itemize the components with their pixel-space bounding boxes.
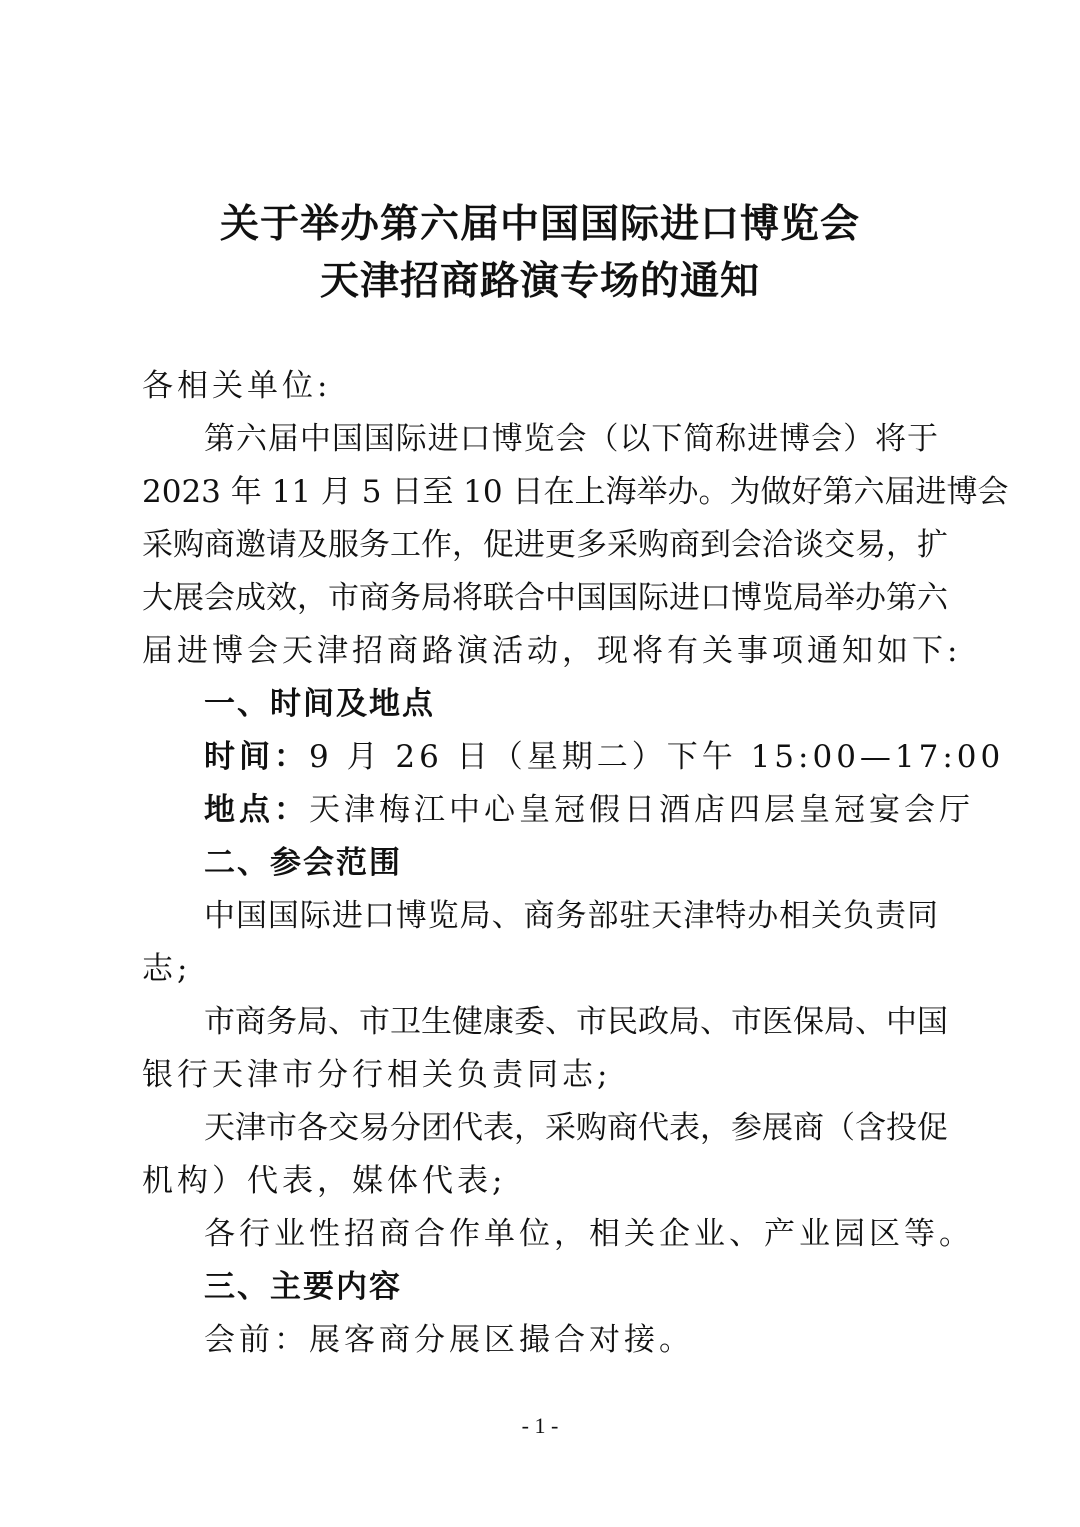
time-row <box>204 731 1004 776</box>
scope-line-1: 中国国际进口博览局、商务部驻天津特办相关负责同 <box>204 898 938 934</box>
place-value: 天津梅江中心皇冠假日酒店四层皇冠宴会厅 <box>309 792 974 828</box>
intro-line-1: 第六届中国国际进口博览会（以下简称进博会）将于 <box>204 421 938 457</box>
place-label: 地点： <box>204 792 309 828</box>
document-title-line-1: 关于举办第六届中国国际进口博览会 <box>219 201 860 247</box>
intro-line-3: 采购商邀请及服务工作，促进更多采购商到会洽谈交易，扩 <box>142 527 948 563</box>
scope-line-2: 志; <box>142 951 192 987</box>
place-row <box>204 784 974 829</box>
section2-heading: 二、参会范围 <box>204 845 402 881</box>
scope-line-5: 天津市各交易分团代表，采购商代表，参展商（含投促 <box>204 1110 948 1146</box>
intro-line-2: 2023 年 11 月 5 日至 10 日在上海举办。为做好第六届进博会 <box>142 474 1009 510</box>
page-number: - 1 - <box>521 1413 559 1438</box>
document-title-line-2: 天津招商路演专场的通知 <box>319 258 760 304</box>
scope-line-4: 银行天津市分行相关负责同志; <box>142 1057 612 1093</box>
scope-line-7: 各行业性招商合作单位，相关企业、产业园区等。 <box>204 1216 974 1252</box>
content-line-1: 会前：展客商分展区撮合对接。 <box>204 1322 694 1358</box>
scope-line-6: 机构）代表，媒体代表; <box>142 1163 507 1199</box>
section1-heading: 一、时间及地点 <box>204 686 435 722</box>
intro-line-5: 届进博会天津招商路演活动，现将有关事项通知如下: <box>142 633 962 669</box>
intro-line-4: 大展会成效，市商务局将联合中国国际进口博览局举办第六 <box>142 580 948 616</box>
time-label: 时间： <box>204 739 309 775</box>
salutation: 各相关单位: <box>142 368 332 404</box>
scope-line-3: 市商务局、市卫生健康委、市民政局、市医保局、中国 <box>204 1004 948 1040</box>
time-value: 9 月 26 日（星期二）下午 15:00—17:00 <box>309 739 1005 775</box>
section3-heading: 三、主要内容 <box>204 1269 402 1305</box>
